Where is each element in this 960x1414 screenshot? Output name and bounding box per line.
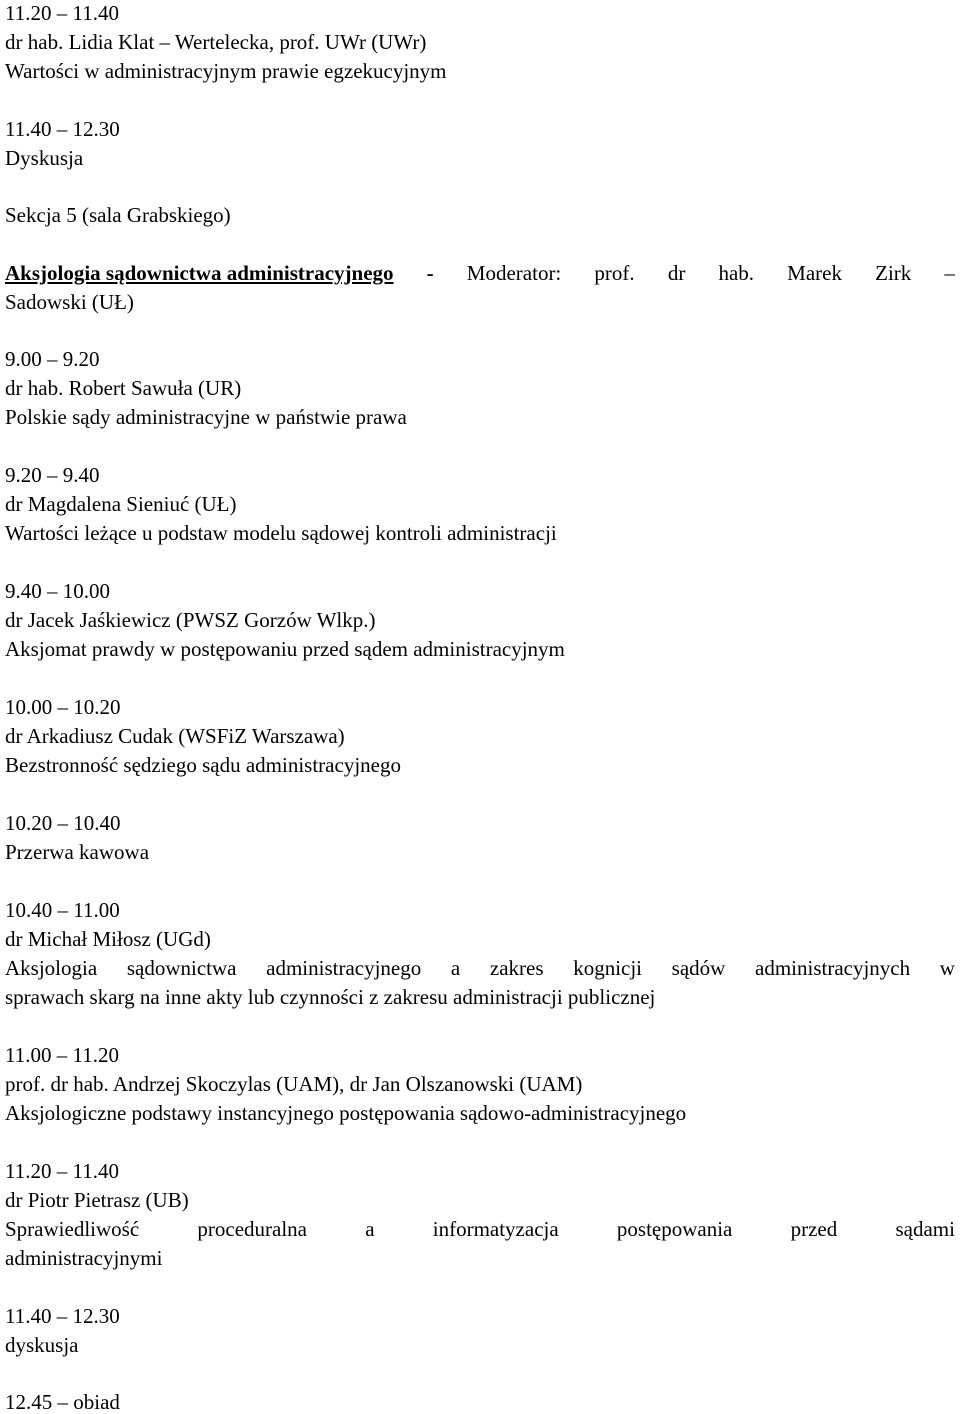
lunch-line: 12.45 – obiad xyxy=(5,1390,120,1414)
talk-title-word: w xyxy=(939,956,955,980)
talk-title-word: kognicji xyxy=(573,956,643,980)
moderator-word: – xyxy=(944,261,955,285)
talk-title-word: informatyzacja xyxy=(432,1217,559,1241)
talk-title-line xyxy=(5,958,955,979)
session-time: 9.00 – 9.20 xyxy=(5,347,100,371)
session-time: 10.00 – 10.20 xyxy=(5,695,121,719)
talk-title-word: przed xyxy=(790,1217,838,1241)
moderator-word: dr xyxy=(667,261,686,285)
talk-title: Wartości leżące u podstaw modelu sądowej kontroli administracji xyxy=(5,521,557,545)
talk-title-word: postępowania xyxy=(616,1217,733,1241)
session-time: 10.20 – 10.40 xyxy=(5,811,121,835)
talk-title: Bezstronność sędziego sądu administracyjnego xyxy=(5,753,401,777)
moderator-name: Sadowski (UŁ) xyxy=(5,290,134,314)
talk-title: Polskie sądy administracyjne w państwie prawa xyxy=(5,405,407,429)
talk-title-word: proceduralna xyxy=(197,1217,307,1241)
talk-title-word: zakres xyxy=(489,956,544,980)
talk-title: Aksjologiczne podstawy instancyjnego postępowania sądowo-administracyjnego xyxy=(5,1101,687,1125)
session-time: 11.40 – 12.30 xyxy=(5,1304,120,1328)
session-time: 11.40 – 12.30 xyxy=(5,117,120,141)
moderator-word: Moderator: xyxy=(466,261,562,285)
talk-title: dyskusja xyxy=(5,1333,79,1357)
speaker-name: dr Michał Miłosz (UGd) xyxy=(5,927,211,951)
moderator-word: hab. xyxy=(718,261,755,285)
talk-title-word: Sprawiedliwość xyxy=(5,1217,140,1241)
talk-title: Aksjomat prawdy w postępowaniu przed sądem administracyjnym xyxy=(5,637,565,661)
talk-title: Wartości w administracyjnym prawie egzekucyjnym xyxy=(5,59,447,83)
section-topic: Aksjologia sądownictwa administracyjnego xyxy=(5,261,394,285)
talk-title-word: sądownictwa xyxy=(126,956,237,980)
speaker-name: dr Piotr Pietrasz (UB) xyxy=(5,1188,189,1212)
moderator-word: Zirk xyxy=(875,261,912,285)
talk-title-cont: sprawach skarg na inne akty lub czynności z zakresu administracji publicznej xyxy=(5,985,656,1009)
speaker-name: dr hab. Robert Sawuła (UR) xyxy=(5,376,242,400)
talk-title-line xyxy=(5,1219,955,1240)
section-name: Sekcja 5 (sala Grabskiego) xyxy=(5,203,231,227)
talk-title-word: Aksjologia xyxy=(5,956,98,980)
moderator-word: prof. xyxy=(594,261,635,285)
talk-title-word: sądami xyxy=(895,1217,955,1241)
moderator-word: Marek xyxy=(787,261,842,285)
topic-separator: - xyxy=(426,261,434,285)
talk-title-word: administracyjnych xyxy=(755,956,911,980)
speaker-name: dr hab. Lidia Klat – Wertelecka, prof. UWr (UWr) xyxy=(5,30,427,54)
speaker-name: dr Arkadiusz Cudak (WSFiZ Warszawa) xyxy=(5,724,345,748)
talk-title: Dyskusja xyxy=(5,146,84,170)
talk-title: Przerwa kawowa xyxy=(5,840,150,864)
session-time: 9.20 – 9.40 xyxy=(5,463,100,487)
speaker-name: prof. dr hab. Andrzej Skoczylas (UAM), dr Jan Olszanowski (UAM) xyxy=(5,1072,583,1096)
speaker-name: dr Magdalena Sieniuć (UŁ) xyxy=(5,492,237,516)
speaker-name: dr Jacek Jaśkiewicz (PWSZ Gorzów Wlkp.) xyxy=(5,608,376,632)
session-time: 11.20 – 11.40 xyxy=(5,1,119,25)
session-time: 9.40 – 10.00 xyxy=(5,579,110,603)
talk-title-word: a xyxy=(365,1217,375,1241)
talk-title-word: a xyxy=(450,956,461,980)
section-topic-line xyxy=(5,263,955,284)
session-time: 10.40 – 11.00 xyxy=(5,898,120,922)
talk-title-word: sądów xyxy=(671,956,726,980)
talk-title-word: administracyjnego xyxy=(266,956,422,980)
session-time: 11.00 – 11.20 xyxy=(5,1043,119,1067)
talk-title-cont: administracyjnymi xyxy=(5,1246,163,1270)
session-time: 11.20 – 11.40 xyxy=(5,1159,119,1183)
